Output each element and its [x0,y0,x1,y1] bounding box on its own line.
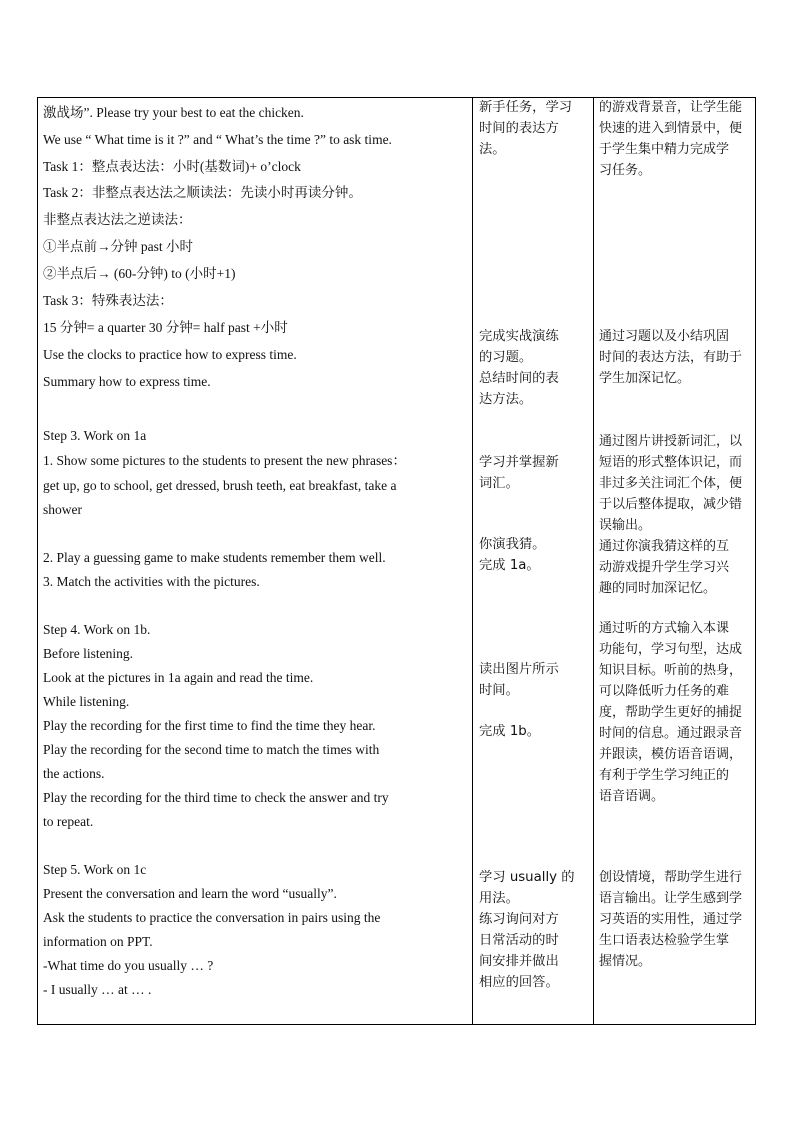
col1-line: Summary how to express time. [43,374,211,389]
col2-line: 时间的表达方 [479,121,559,136]
col2-line: 的习题。 [479,350,533,365]
col2-line: 你演我猜。 [479,537,546,552]
col1-line: -What time do you usually … ? [43,958,214,973]
col3-line: 知识目标。听前的热身， [599,663,743,678]
col1-line: to repeat. [43,814,94,829]
col1-line: Play the recording for the first time to find the time they hear. [43,718,376,733]
col3-line: 于以后整体提取，减少错 [599,497,743,512]
col2-line: 日常活动的时 [479,933,559,948]
col1-line: Play the recording for the third time to check the answer and try [43,790,389,805]
col3-line: 并跟读，模仿语音语调， [599,747,743,762]
col2-line: 间安排并做出 [479,954,559,969]
lesson-plan-table [37,97,756,1025]
col3-line: 趣的同时加深记忆。 [599,581,717,596]
col3-line: 通过听的方式输入本课 [599,621,730,636]
col2-line: 学习并掌握新 [479,455,559,470]
col2-line: 读出图片所示 [479,662,559,677]
col1-line: Step 4. Work on 1b. [43,622,151,637]
design-intent-text [594,98,755,1024]
col1-line: Step 5. Work on 1c [43,862,147,877]
col1-line: - I usually … at … . [43,982,152,997]
col2-line: 完成 1b。 [479,724,541,739]
col3-line: 非过多关注词汇个体，便 [599,476,743,491]
col2-line: 新手任务，学习 [479,100,573,115]
col1-line: Step 3. Work on 1a [43,428,147,443]
col3-line: 时间的表达方法，有助于 [599,350,743,365]
col1-line: Ask the students to practice the conversation in pairs using the [43,910,381,925]
col3-line: 习任务。 [599,163,652,178]
col1-line: get up, go to school, get dressed, brush teeth, eat breakfast, take a [43,478,397,493]
col1-line: We use “ What time is it ?” and “ What’s the time ?” to ask time. [43,132,392,147]
col1-line: 15 分钟= a quarter 30 分钟= half past +小时 [43,320,288,335]
col1-line: 2. Play a guessing game to make students remember them well. [43,550,386,565]
col3-line: 的游戏背景音，让学生能 [599,100,743,115]
col1-line: 非整点表达法之逆读法： [43,212,192,227]
col1-line: information on PPT. [43,934,153,949]
col2-line: 相应的回答。 [479,975,559,990]
col3-line: 学生加深记忆。 [599,371,691,386]
col1-line: 激战场”. Please try your best to eat the chicken. [43,105,304,120]
col1-line: Play the recording for the second time to match the times with [43,742,380,757]
design-intent-cell [594,98,756,1025]
col3-line: 生口语表达检验学生掌 [599,933,730,948]
col3-line: 通过习题以及小结巩固 [599,329,730,344]
col1-line: Task 3：特殊表达法： [43,293,173,308]
col3-line: 可以降低听力任务的难 [599,684,730,699]
col1-line: Before listening. [43,646,133,661]
col1-line: Look at the pictures in 1a again and read the time. [43,670,314,685]
col3-line: 有利于学生学习纯正的 [599,768,730,783]
col2-line: 完成实战演练 [479,329,559,344]
col1-line: Task 2：非整点表达法之顺读法：先读小时再读分钟。 [43,185,362,200]
col3-line: 语音语调。 [599,789,665,804]
col3-line: 时间的信息。通过跟录音 [599,726,743,741]
col1-line: ①半点前→分钟 past 小时 [43,239,193,254]
col1-line: Task 1：整点表达法：小时(基数词)+ o’clock [43,159,301,174]
student-activity-text [473,98,593,1024]
col1-line: Use the clocks to practice how to express time. [43,347,297,362]
col2-line: 总结时间的表 [479,371,559,386]
col2-line: 达方法。 [479,392,533,407]
col1-line: Present the conversation and learn the word “usually”. [43,886,337,901]
col2-line: 完成 1a。 [479,558,540,573]
teaching-procedure-text [38,98,472,1024]
col3-line: 语言输出。让学生感到学 [599,891,743,906]
col3-line: 通过图片讲授新词汇，以 [599,434,743,449]
col1-line: shower [43,502,82,517]
col3-line: 通过你演我猜这样的互 [599,539,730,554]
col3-line: 于学生集中精力完成学 [599,142,730,157]
teaching-procedure-cell [38,98,473,1025]
col2-line: 时间。 [479,683,519,698]
col2-line: 练习询问对方 [479,912,559,927]
col1-line: 3. Match the activities with the pictures. [43,574,260,589]
col2-line: 法。 [479,142,506,157]
col3-line: 习英语的实用性，通过学 [599,912,743,927]
col3-line: 握情况。 [599,954,652,969]
col3-line: 度，帮助学生更好的捕捉 [599,705,743,720]
col3-line: 功能句，学习句型，达成 [599,642,743,657]
col2-line: 学习 usually 的 [479,870,575,885]
col3-line: 误输出。 [599,518,652,533]
col3-line: 短语的形式整体识记，而 [599,455,743,470]
col1-line: While listening. [43,694,130,709]
table-row [38,98,756,1025]
col3-line: 动游戏提升学生学习兴 [599,560,730,575]
col2-line: 词汇。 [479,476,519,491]
col3-line: 创设情境，帮助学生进行 [599,870,743,885]
col1-line: ②半点后→ (60-分钟) to (小时+1) [43,266,236,281]
student-activity-cell [473,98,594,1025]
col2-line: 用法。 [479,891,519,906]
col1-line: 1. Show some pictures to the students to present the new phrases： [43,453,406,468]
col3-line: 快速的进入到情景中，便 [599,121,743,136]
col1-line: the actions. [43,766,105,781]
